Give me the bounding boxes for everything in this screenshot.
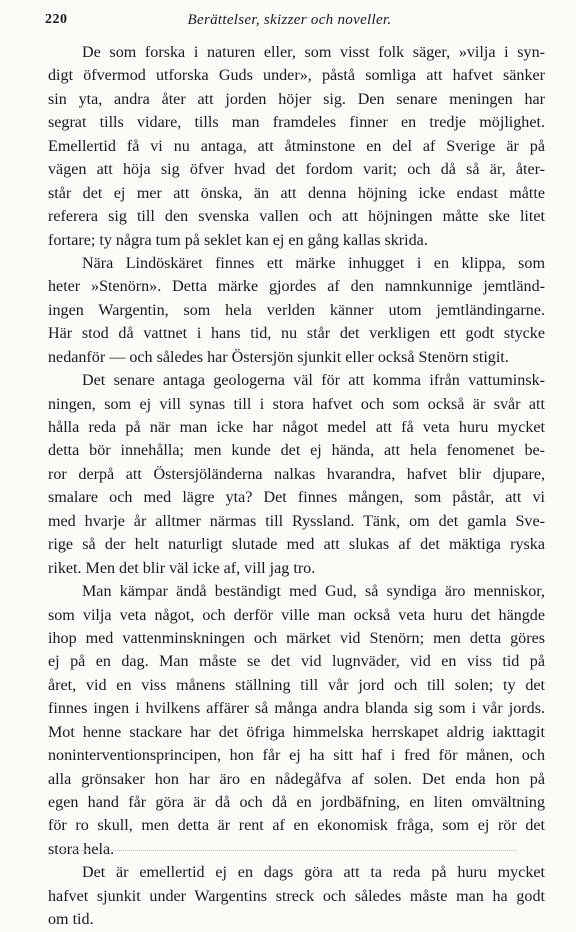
text-line: sin yta, andra åter att jorden höjer sig. Den senare meningen har <box>48 90 545 108</box>
page-header <box>45 12 534 32</box>
text-line: ihop med vattenminskningen och märket vid Stenörn; men detta göres <box>48 629 545 647</box>
text-line: smalare och med lägre yta? Det finnes mången, som påstår, att vi <box>48 489 545 507</box>
page-number: 220 <box>45 12 68 27</box>
text-line: för ro skull, men detta är rent af en ekonomisk fråga, som ej rör det <box>48 817 545 835</box>
text-line: Det senare antaga geologerna väl för att komma ifrån vattuminsk- <box>82 372 545 390</box>
text-line: ningen, som ej vill synas till i stora hafvet och som också är svår att <box>48 395 545 413</box>
text-line: Mot henne stackare har det öfriga himmelska herrskapet aldrig iakttagit <box>48 723 545 741</box>
text-line: hafvet sjunkit under Wargentins streck och således måste man ha godt <box>48 887 545 905</box>
text-line: referera sig till den svenska vallen och att höjningen måtte ske litet <box>48 208 545 226</box>
text-line: stora hela. <box>48 840 115 858</box>
text-line: som vilja veta något, och derför ville man också veta huru det hängde <box>48 606 545 624</box>
text-line: med hvarje år alltmer närmas till Ryssland. Tänk, om det gamla Sve- <box>48 512 545 530</box>
text-line: hålla reda på när man icke har något medel att få veta huru mycket <box>48 419 545 436</box>
text-line: Nära Lindöskäret finnes ett märke inhugget i en klippa, som <box>82 254 545 272</box>
text-line: noninterventionsprincipen, hon får ej ha sitt haf i fred för månen, och <box>48 747 545 765</box>
text-line: detta bör innehålla; men kunde det ej hända, att hela fenomenet be- <box>48 442 545 460</box>
text-line: Det är emellertid ej en dags göra att ta reda på huru mycket <box>82 864 545 882</box>
text-line: Här stod då vattnet i hans tid, nu står det verkligen ett godt stycke <box>48 325 545 343</box>
text-line: Emellertid få vi nu antaga, att åtminstone en del af Sverige är på <box>48 137 545 155</box>
text-line: De som forska i naturen eller, som visst folk säger, »vilja i syn- <box>82 44 545 61</box>
running-title: Berättelser, skizzer och noveller. <box>187 12 392 28</box>
body-text <box>48 41 545 932</box>
text-line: står det ej mer att önska, än att denna höjning icke endast måtte <box>48 184 545 202</box>
text-line: finnes ingen i hvilkens affärer så många andra blanda sig som i vår jords. <box>48 700 545 718</box>
text-line: segrat tills vidare, tills man framdeles finner en tredje möjlighet. <box>48 114 545 132</box>
text-line: digt öfvermod utforska Guds under», påstå somliga att hafvet sänker <box>48 67 545 85</box>
bottom-dotted-rule <box>60 850 516 851</box>
text-line: om tid. <box>48 911 94 929</box>
text-line: egen hand får göra är då och då en jordbäfning, en liten omvältning <box>48 794 545 811</box>
text-line: ej på en dag. Man måste se det vid lugnväder, vid en viss tid på <box>48 653 545 671</box>
text-line: vägen att höja sig öfver hvad det fordom varit; och då så är, åter- <box>48 161 545 179</box>
text-line: nedanför — och således har Östersjön sjunkit eller också Stenörn stigit. <box>48 348 509 366</box>
text-line: rige så der helt naturligt slutade med att slukas af det mäktiga ryska <box>48 536 545 554</box>
text-line: ror derpå att Östersjöländerna nalkas hvarandra, hafvet blir djupare, <box>48 465 545 483</box>
text-line: året, vid en viss månens ställning till vår jord och till solen; ty det <box>48 676 545 694</box>
text-line: heter »Stenörn». Detta märke gjordes af den namnkunnige jemtländ- <box>48 278 545 296</box>
text-line: riket. Men det blir väl icke af, vill jag tro. <box>48 559 316 577</box>
text-line: ingen Wargentin, som hela verlden känner utom jemtländingarne. <box>48 301 545 319</box>
text-line: fortare; ty några tum på seklet kan ej en gång kallas skrida. <box>48 231 428 249</box>
text-line: alla grönsaker hon har äro en nådegåfva af solen. Det enda hon på <box>48 770 545 788</box>
text-line: Man kämpar ändå beständigt med Gud, så syndiga äro menniskor, <box>82 583 545 601</box>
